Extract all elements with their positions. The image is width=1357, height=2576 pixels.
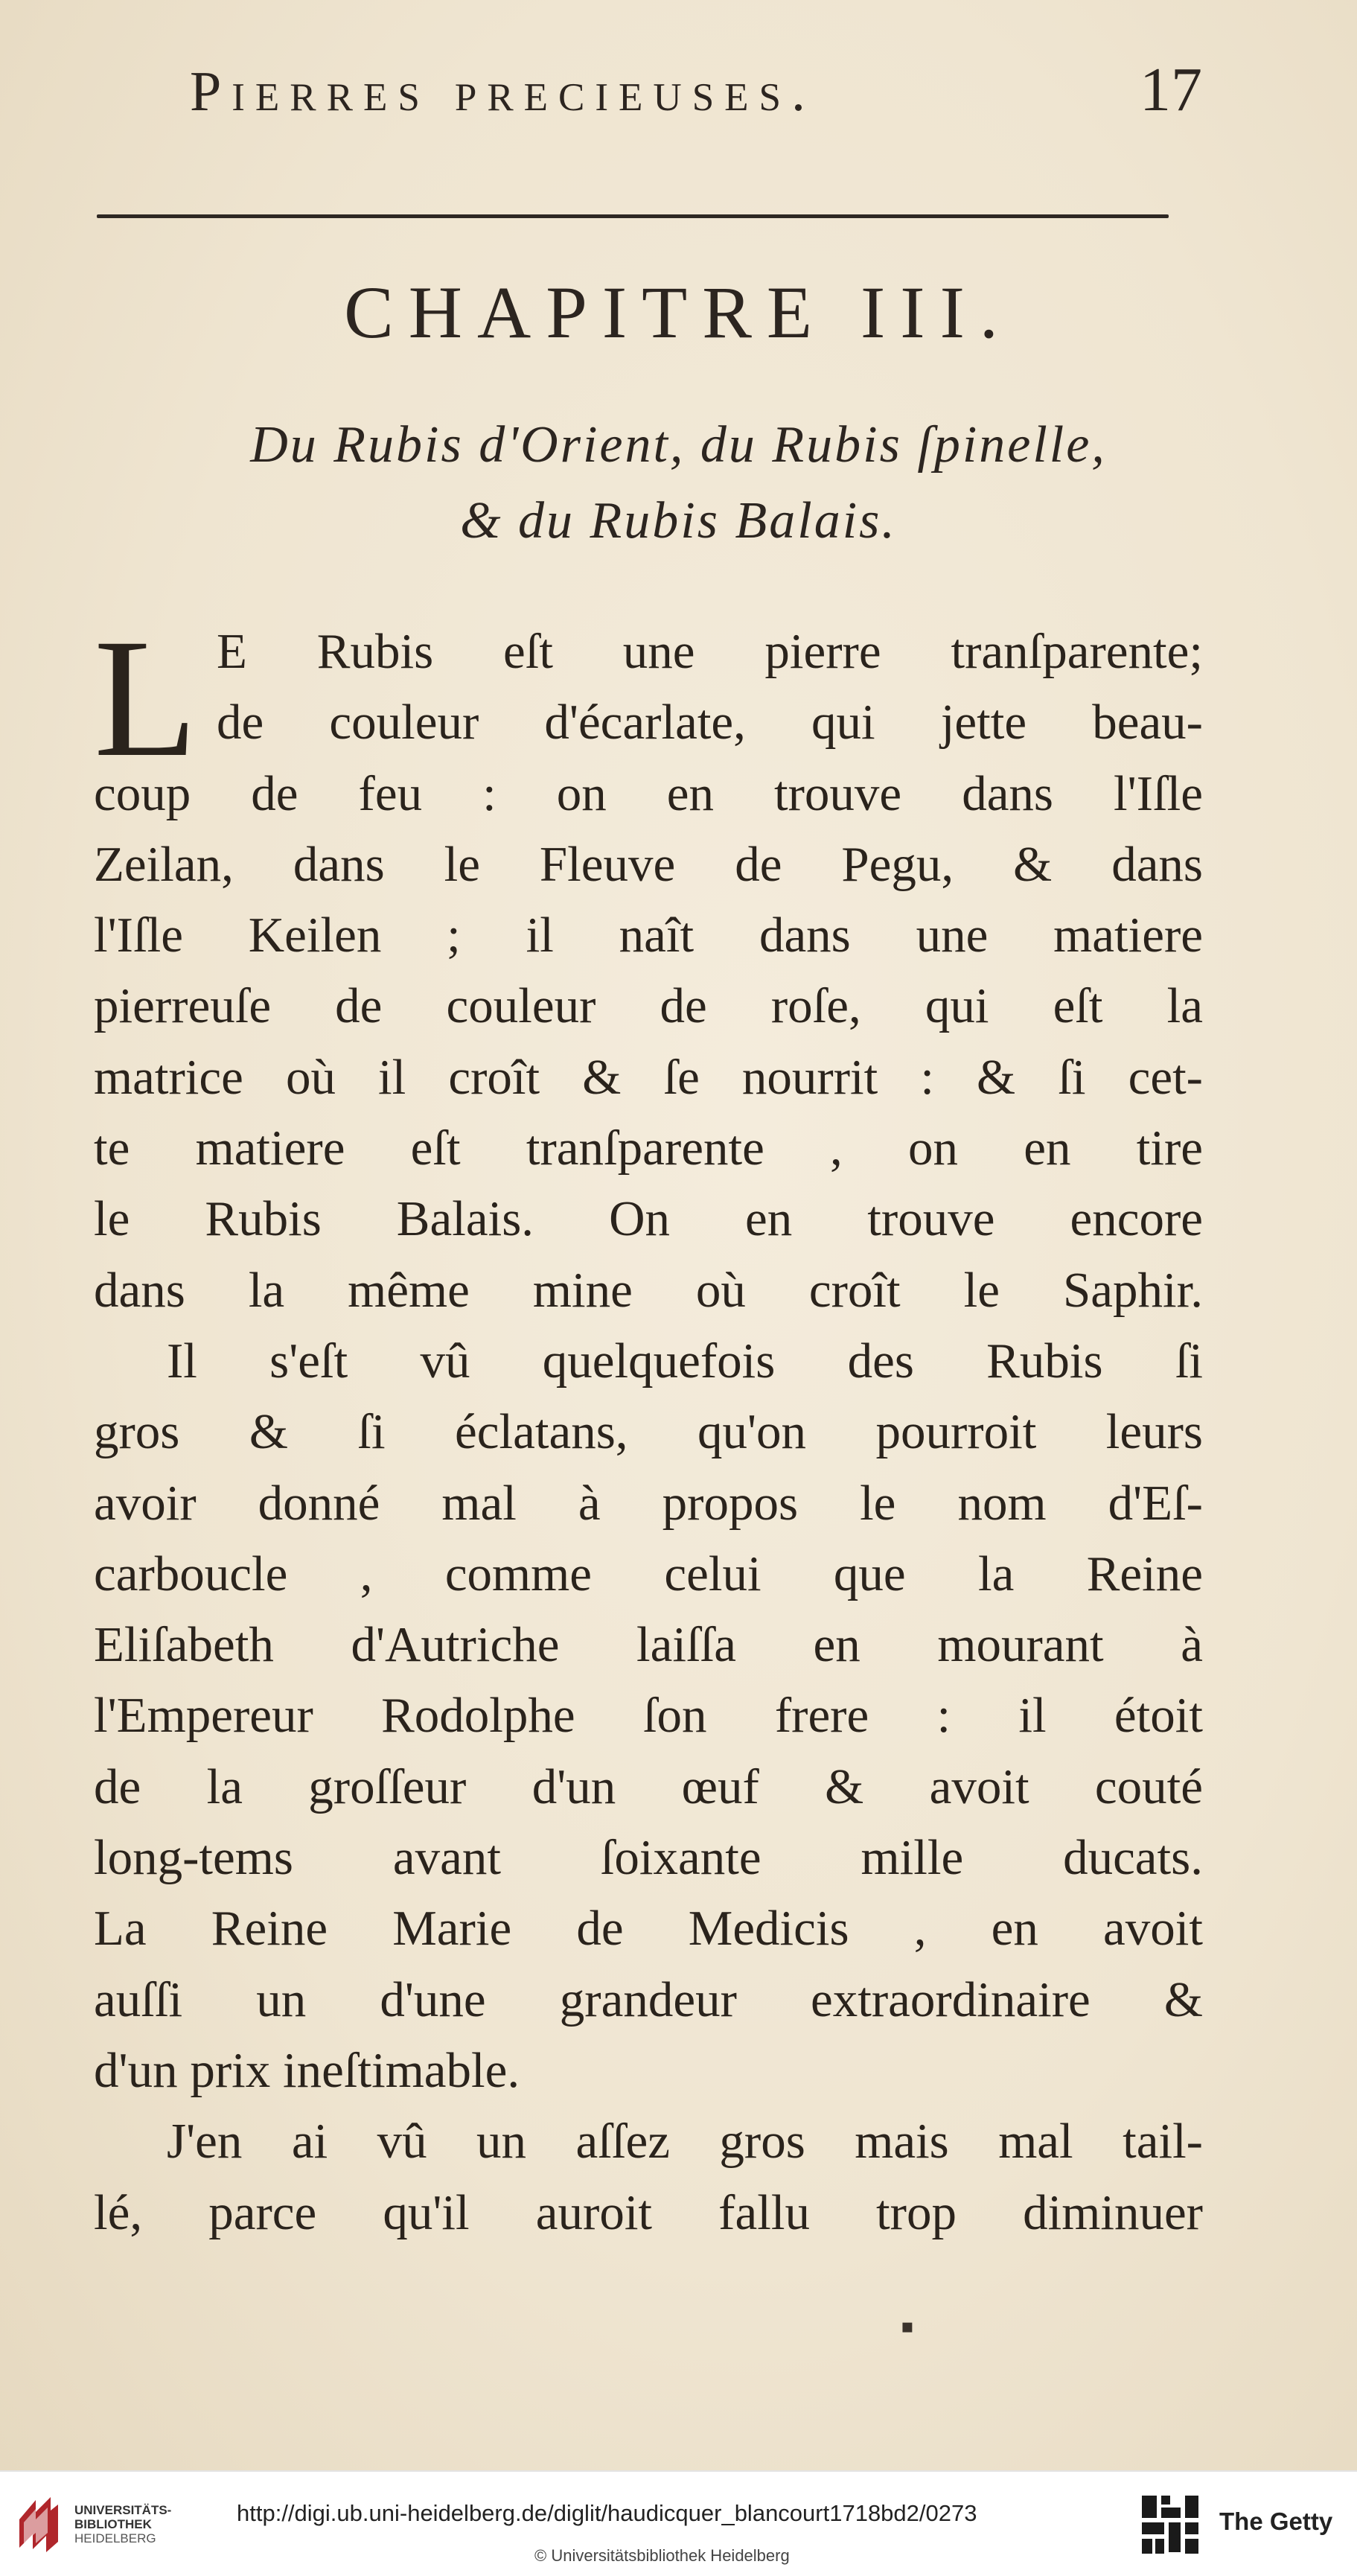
text-line: Zeilan, dans le Fleuve de Pegu, & dans	[94, 836, 1203, 892]
text-line: Il s'eſt vû quelquefois des Rubis ſi	[167, 1333, 1203, 1389]
text-line: E Rubis eſt une pierre tranſparente;	[217, 624, 1203, 679]
text-line: long-tems avant ſoixante mille ducats.	[94, 1830, 1203, 1886]
permalink-url[interactable]: http://digi.ub.uni-heidelberg.de/diglit/haudicquer_blancourt1718bd2/0273	[237, 2500, 977, 2526]
text-line: La Reine Marie de Medicis , en avoit	[94, 1901, 1203, 1957]
text-line: l'Iſle Keilen ; il naît dans une matiere	[94, 908, 1203, 963]
signature-mark: ▪	[901, 2315, 914, 2338]
text-line: gros & ſi éclatans, qu'on pourroit leurs	[94, 1404, 1203, 1460]
getty-label[interactable]: The Getty	[1219, 2508, 1333, 2535]
text-line: l'Empereur Rodolphe ſon frere : il étoit	[94, 1688, 1203, 1744]
text-line: carboucle , comme celui que la Reine	[94, 1546, 1203, 1601]
viewer-footer	[0, 2470, 1357, 2576]
chapter-subtitle-line-2: & du Rubis Balais.	[460, 492, 897, 549]
running-head	[190, 45, 1202, 134]
chapter-title: CHAPITRE III.	[344, 271, 1013, 354]
text-line: auſſi un d'une grandeur extraordinaire &	[94, 1971, 1203, 2027]
getty-logo-icon[interactable]	[1139, 2491, 1201, 2560]
library-name	[74, 2503, 171, 2545]
library-name-line: UNIVERSITÄTS-	[74, 2503, 172, 2517]
text-line: le Rubis Balais. On en trouve encore	[94, 1191, 1203, 1247]
drop-cap: L	[94, 605, 198, 792]
library-name-line: HEIDELBERG	[74, 2531, 156, 2545]
body-text	[94, 605, 1203, 2248]
text-line: d'un prix ineſtimable.	[94, 2042, 520, 2098]
text-line: Eliſabeth d'Autriche laiſſa en mourant à	[94, 1617, 1203, 1673]
chapter-subtitle-line-1: Du Rubis d'Orient, du Rubis ſpinelle,	[250, 416, 1107, 474]
text-line: avoir donné mal à propos le nom d'Eſ-	[94, 1475, 1203, 1531]
text-line: dans la même mine où croît le Saphir.	[94, 1262, 1203, 1318]
heidelberg-library-logo-icon[interactable]	[13, 2490, 63, 2558]
library-name-line: BIBLIOTHEK	[74, 2517, 152, 2531]
text-line: J'en ai vû un aſſez gros mais mal tail-	[167, 2114, 1203, 2169]
text-line: te matiere eſt tranſparente , on en tire	[94, 1120, 1203, 1176]
header-rule	[97, 214, 1169, 218]
text-line: de la groſſeur d'un œuf & avoit couté	[94, 1759, 1203, 1814]
running-title: Pierres precieuses.	[190, 60, 817, 123]
text-line: coup de feu : on en trouve dans l'Iſle	[94, 765, 1203, 821]
text-line: lé, parce qu'il auroit fallu trop diminuer	[94, 2184, 1203, 2240]
text-line: matrice où il croît & ſe nourrit : & ſi cet-	[94, 1049, 1203, 1105]
page-number: 17	[1140, 55, 1202, 124]
text-line: de couleur d'écarlate, qui jette beau-	[217, 695, 1203, 750]
copyright-notice: © Universitätsbibliothek Heidelberg	[534, 2546, 790, 2565]
text-line: pierreuſe de couleur de roſe, qui eſt la	[94, 978, 1203, 1034]
